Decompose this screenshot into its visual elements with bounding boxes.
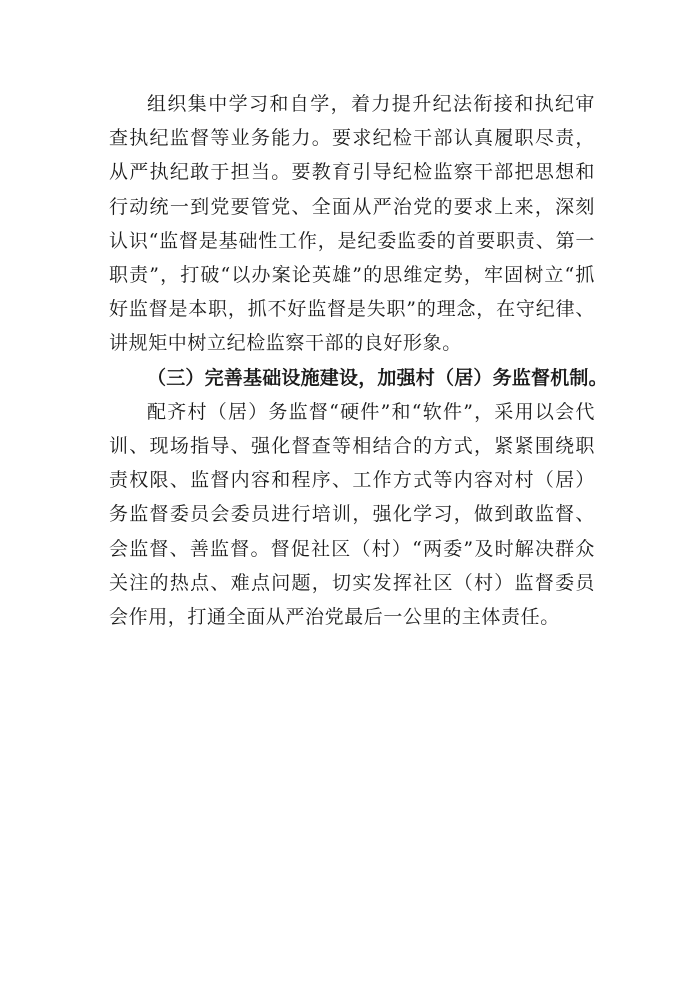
paragraph-discipline-training: 组织集中学习和自学，着力提升纪法衔接和执纪审查执纪监督等业务能力。要求纪检干部认真履职尽责，从严执纪敢于担当。要教育引导纪检监察干部把思想和行动统一到党要管党、全面从严治党的要求上来，深刻认识“监督是基础性工作，是纪委监委的首要职责、第一职责”，打破“以办案论英雄”的思维定势，牢固树立“抓好监督是本职，抓不好监督是失职”的理念，在守纪律、讲规矩中树立纪检监察干部的良好形象。 <box>109 93 595 355</box>
paragraph-village-supervision: 配齐村（居）务监督“硬件”和“软件”，采用以会代训、现场指导、强化督查等相结合的方式，紧紧围绕职责权限、监督内容和程序、工作方式等内容对村（居）务监督委员会委员进行培训，强化学习，做到敢监督、会监督、善监督。督促社区（村）“两委”及时解决群众关注的热点、难点问题，切实发挥社区（村）监督委员会作用，打通全面从严治党最后一公里的主体责任。 <box>109 400 595 629</box>
section-heading-3: （三）完善基础设施建设，加强村（居）务监督机制。 <box>147 366 608 389</box>
document-body <box>109 87 608 634</box>
